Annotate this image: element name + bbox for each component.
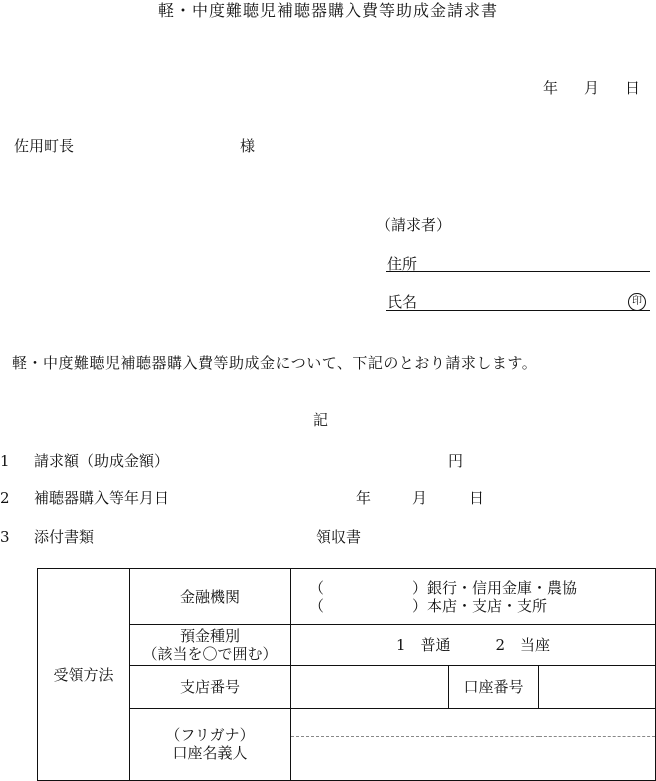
item-3-number: 3 [0,528,10,546]
name-label: 氏名 [387,293,418,311]
institution-line1-text: ）銀行・信用金庫・農協 [412,578,578,597]
honorific: 様 [240,137,256,155]
ki-heading: 記 [313,411,329,429]
institution-field[interactable] [291,569,656,625]
addressee: 佐用町長 [14,137,75,155]
branch-number-field[interactable] [291,666,449,708]
date-month: 月 [583,79,599,97]
address-line [386,271,650,272]
item-3-value: 領収書 [316,528,362,546]
branch-number-label: 支店番号 [130,666,291,708]
furigana-label: （フリガナ） [165,726,255,745]
item-2-day: 日 [469,489,485,507]
institution-label: 金融機関 [130,569,291,625]
account-holder-label-cell [130,708,291,780]
account-holder-label: 口座名義人 [172,744,248,763]
receipt-method-label: 受領方法 [38,569,130,781]
account-number-field[interactable] [539,666,656,708]
item-2-year: 年 [356,489,372,507]
item-1-number: 1 [0,452,10,470]
address-label: 住所 [387,255,418,273]
furigana-field[interactable] [291,708,656,736]
item-1-unit: 円 [448,452,464,470]
date-day: 日 [624,79,640,97]
item-3-label: 添付書類 [34,528,95,546]
date-year: 年 [542,79,558,97]
receipt-method-table [37,568,656,781]
account-number-label: 口座番号 [449,666,539,708]
item-1-label: 請求額（助成金額） [34,452,170,470]
item-2-number: 2 [0,489,10,507]
item-2-label: 補聴器購入等年月日 [34,489,170,507]
request-statement: 軽・中度難聴児補聴器購入費等助成金について、下記のとおり請求します。 [12,354,538,372]
name-line [386,310,650,311]
account-holder-field[interactable] [291,736,656,780]
institution-line2-text: ）本店・支店・支所 [412,596,548,615]
deposit-type-label-cell [130,625,291,666]
institution-line2-open: （ [309,596,325,615]
request-date [517,81,640,96]
institution-line1-open: （ [309,578,325,597]
deposit-type-note: （該当を〇で囲む） [142,645,278,664]
document-title: 軽・中度難聴児補聴器購入費等助成金請求書 [157,1,498,20]
deposit-type-label: 預金種別 [179,627,240,646]
requester-label: （請求者） [376,216,452,234]
seal-mark: 印 [628,293,646,311]
item-2-month: 月 [412,489,428,507]
deposit-type-options[interactable]: 1 普通 2 当座 [291,625,656,666]
